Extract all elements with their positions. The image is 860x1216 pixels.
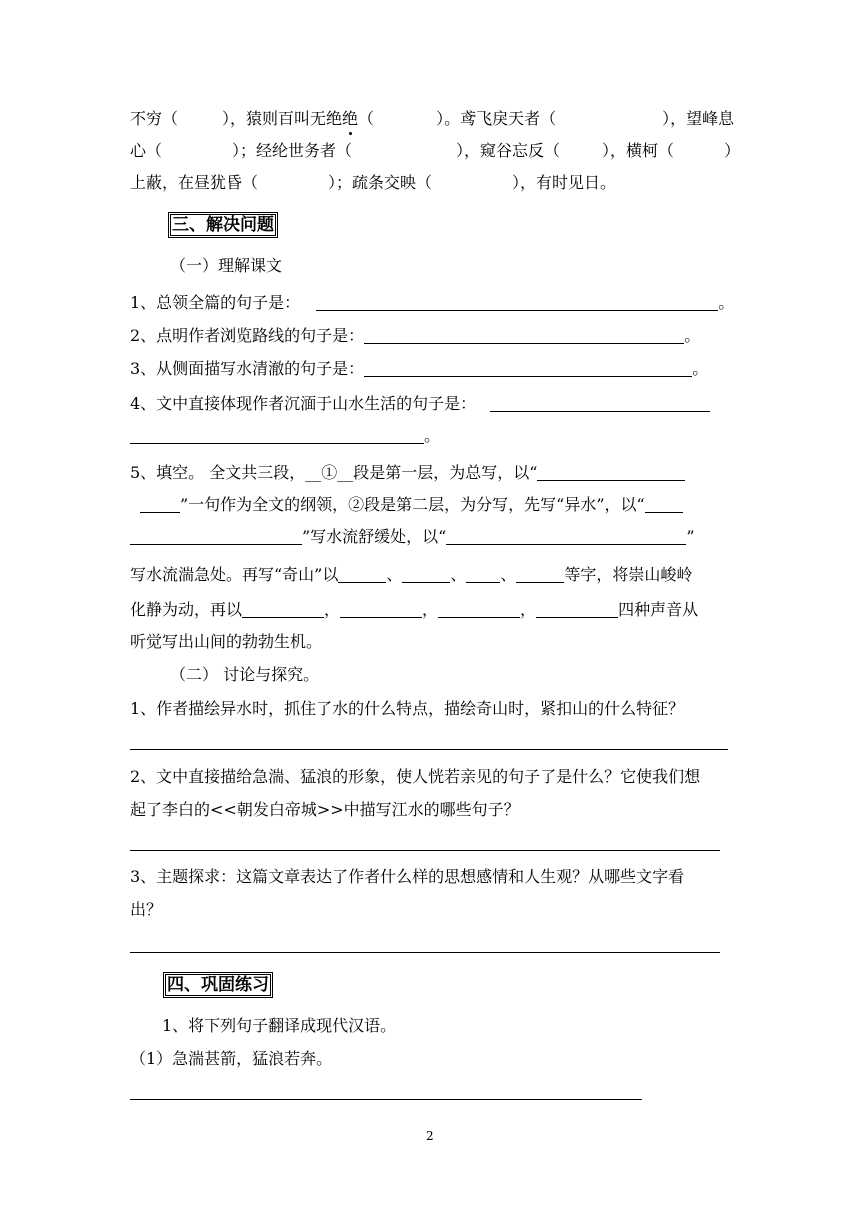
question: 1、作者描绘异水时，抓住了水的什么特点，描绘奇山时，紧扣山的什么特征？	[130, 699, 685, 718]
answer-blank[interactable]	[364, 327, 684, 344]
instruction: 1、将下列句子翻译成现代汉语。	[162, 1016, 397, 1035]
section-heading: 四、巩固练习	[163, 972, 273, 998]
answer-line[interactable]	[130, 1099, 642, 1100]
subsection-title: （二） 讨论与探究。	[170, 665, 320, 684]
question-continuation: 出？	[130, 900, 163, 919]
question: 3、主题探求：这篇文章表达了作者什么样的思想感情和人生观？从哪些文字看	[130, 867, 685, 886]
question: 4、文中直接体现作者沉湎于山水生活的句子是：	[130, 393, 710, 415]
answer-blank[interactable]	[490, 395, 710, 412]
answer-blank[interactable]	[364, 360, 692, 377]
question: 5、填空。 全文共三段，__①__段是第一层，为总写，以“	[130, 462, 685, 484]
question-continuation: 。	[130, 425, 440, 447]
text-line: 不穷（ ），猿则百叫无绝绝（ ）。鸢飞戾天者（ ），望峰息	[130, 109, 735, 128]
answer-blank[interactable]	[516, 566, 564, 583]
question-continuation: ”写水流舒缓处，以“ ”	[130, 526, 695, 548]
text-line: 上蔽，在昼犹昏（ ）；疏条交映（ ），有时见日。	[130, 173, 617, 192]
answer-blank[interactable]	[130, 528, 302, 545]
answer-line[interactable]	[130, 850, 720, 851]
subsection-title: （一）理解课文	[170, 256, 283, 275]
question-continuation: 起了李白的<<朝发白帝城>>中描写江水的哪些句子？	[130, 800, 520, 819]
answer-blank[interactable]	[140, 496, 180, 513]
text-line: 心（ ）；经纶世务者（ ），窥谷忘反（ ），横柯（ ）	[130, 141, 741, 160]
answer-blank[interactable]	[338, 566, 386, 583]
answer-blank[interactable]	[130, 427, 424, 444]
translation-item: （1）急湍甚箭，猛浪若奔。	[130, 1049, 333, 1068]
answer-blank[interactable]	[537, 464, 685, 481]
answer-line[interactable]	[130, 749, 728, 750]
question-continuation: 听觉写出山间的勃勃生机。	[130, 632, 323, 651]
question: 2、文中直接描给急湍、猛浪的形象，使人恍若亲见的句子了是什么？它使我们想	[130, 767, 701, 786]
question-continuation: 化静为动，再以 ， ， ， 四种声音从	[130, 600, 699, 619]
question-continuation: 写水流湍急处。再写“奇山”以 、 、 、 等字，将崇山峻岭	[130, 565, 693, 584]
page-number: 2	[426, 1129, 434, 1143]
question-continuation: ”一句作为全文的纲领，②段是第二层，为分写，先写“异水”，以“	[140, 494, 683, 516]
question: 2、点明作者浏览路线的句子是： 。	[130, 326, 701, 345]
answer-blank[interactable]	[438, 601, 520, 618]
answer-blank[interactable]	[536, 601, 618, 618]
answer-blank[interactable]	[242, 601, 324, 618]
answer-blank[interactable]	[446, 528, 686, 545]
answer-blank[interactable]	[340, 601, 422, 618]
emphasis-char: 绝	[342, 109, 359, 128]
answer-blank[interactable]	[402, 566, 450, 583]
question: 3、从侧面描写水清澈的句子是： 。	[130, 359, 709, 378]
answer-line[interactable]	[130, 952, 720, 953]
question: 1、总领全篇的句子是： 。	[130, 293, 735, 312]
answer-blank[interactable]	[466, 566, 500, 583]
section-heading: 三、解决问题	[168, 212, 278, 238]
answer-blank[interactable]	[316, 294, 718, 311]
answer-blank[interactable]	[645, 496, 683, 513]
